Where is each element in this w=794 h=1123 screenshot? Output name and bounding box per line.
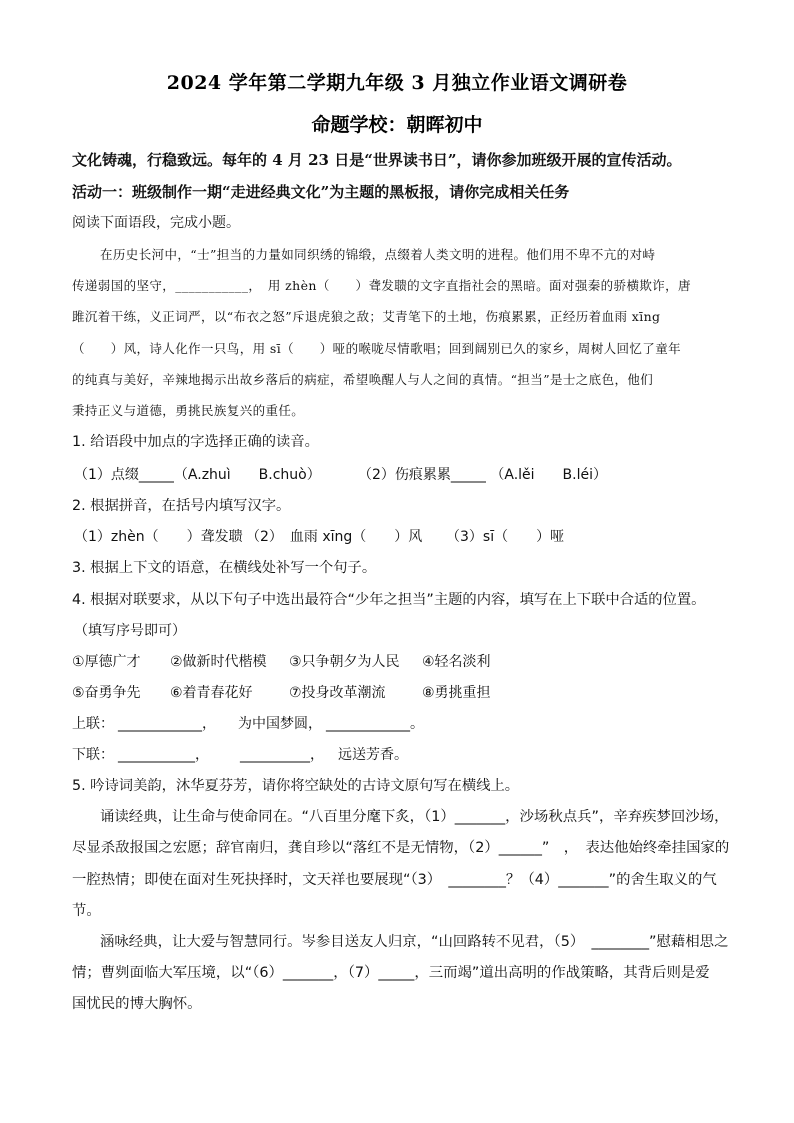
option-5: ⑤奋勇争先 bbox=[72, 685, 141, 701]
lower-couplet-text: 远送芳香。 bbox=[338, 747, 408, 763]
option-1: ①厚德广才 bbox=[72, 654, 141, 670]
question-1-part-1: （1）点缀_____（A.zhuì B.chuò） bbox=[74, 467, 321, 483]
question-1-part-2: （2）伤痕累累_____ （A.lěi B.léi） bbox=[358, 467, 607, 483]
passage-line-4: （ ）风，诗人化作一只鸟，用 sī（ ）哑的喉咙尽情歌唱；回到阔别已久的家乡，周树人回忆了童年 bbox=[72, 341, 681, 356]
question-3-stem: 3. 根据上下文的语意，在横线处补写一个句子。 bbox=[72, 560, 377, 576]
reading-instruction: 阅读下面语段，完成小题。 bbox=[72, 215, 240, 231]
passage-line-6: 秉持正义与道德，勇挑民族复兴的重任。 bbox=[72, 403, 305, 418]
page-title: 2024 学年第二学期九年级 3 月独立作业语文调研卷 bbox=[166, 72, 628, 94]
option-3: ③只争朝夕为人民 bbox=[289, 654, 400, 670]
upper-couplet-text: 为中国梦圆， bbox=[238, 716, 322, 732]
question-5-para-1-line-3: 一腔热情；即使在面对生死抉择时，文天祥也要展现“（3） ________？（4）_______”的舍生取义的气 bbox=[72, 872, 717, 888]
question-2-part-1: （1）zhèn（ ）聋发聩 bbox=[74, 529, 243, 545]
lower-couplet-label: 下联： bbox=[72, 747, 114, 763]
question-2-part-2: （2） 血雨 xīng（ ）风 bbox=[246, 529, 423, 545]
question-5-stem: 5. 吟诗词美韵，沐华夏芬芳，请你将空缺处的古诗文原句写在横线上。 bbox=[72, 778, 520, 794]
option-6: ⑥着青春花好 bbox=[170, 685, 253, 701]
question-4-note: （填写序号即可） bbox=[74, 623, 186, 639]
upper-couplet-blank-2: ____________。 bbox=[326, 716, 424, 732]
passage-line-5: 的纯真与美好，辛辣地揭示出故乡落后的病症，希望唤醒人与人之间的真情。“担当”是士之底色，他们 bbox=[72, 372, 654, 387]
question-5-para-2-line-3: 国忧民的博大胸怀。 bbox=[72, 996, 202, 1012]
question-5-para-1-line-1: 诵读经典，让生命与使命同在。“八百里分麾下炙，（1）_______，沙场秋点兵”，辛弃疾梦回沙场， bbox=[100, 809, 729, 825]
question-5-para-2-line-2: 情；曹刿面临大军压境，以“（6）_______，（7）_____，三而竭”道出高明的作战策略，其背后则是爱 bbox=[72, 965, 710, 981]
school-title: 命题学校：朝晖初中 bbox=[311, 114, 483, 136]
passage-line-1: 在历史长河中，“士”担当的力量如同织绣的锦缎，点缀着人类文明的进程。他们用不卑不亢的对峙 bbox=[100, 247, 656, 262]
question-5-para-1-line-2: 尽显杀敌报国之宏愿；辞官南归，龚自珍以“落红不是无情物，（2）______” ， 表达他始终牵挂国家的 bbox=[72, 840, 730, 856]
upper-couplet-label: 上联： bbox=[72, 716, 114, 732]
question-2-part-3: （3）sī（ ）哑 bbox=[446, 529, 565, 545]
option-4: ④轻名淡利 bbox=[422, 654, 491, 670]
lower-couplet-blank-1: ___________， bbox=[118, 747, 209, 763]
lower-couplet-blank-2: __________， bbox=[240, 747, 324, 763]
question-5-para-2-line-1: 涵咏经典，让大爱与智慧同行。岑参目送友人归京，“山回路转不见君，（5） ________”慰藉相思之 bbox=[100, 934, 729, 950]
question-1-stem: 1. 给语段中加点的字选择正确的读音。 bbox=[72, 434, 319, 450]
activity-heading: 活动一：班级制作一期“走进经典文化”为主题的黑板报，请你完成相关任务 bbox=[72, 183, 570, 201]
intro-line-1: 文化铸魂，行稳致远。每年的 4 月 23 日是“世界读书日”，请你参加班级开展的宣传活动。 bbox=[72, 151, 682, 169]
upper-couplet-blank-1: ____________， bbox=[118, 716, 216, 732]
question-5-para-1-line-4: 节。 bbox=[72, 903, 101, 919]
question-4-stem: 4. 根据对联要求，从以下句子中选出最符合“少年之担当”主题的内容，填写在上下联中合适的位置。 bbox=[72, 592, 706, 608]
option-8: ⑧勇挑重担 bbox=[422, 685, 491, 701]
option-2: ②做新时代楷模 bbox=[170, 654, 267, 670]
question-2-stem: 2. 根据拼音，在括号内填写汉字。 bbox=[72, 498, 291, 514]
option-7: ⑦投身改革潮流 bbox=[289, 685, 386, 701]
passage-line-2: 传递弱国的坚守，___________， 用 zhèn（ ）聋发聩的文字直指社会的黑暗。面对强秦的骄横欺诈，唐 bbox=[72, 278, 691, 293]
passage-line-3: 雎沉着干练，义正词严，以“布衣之怒”斥退虎狼之敌；艾青笔下的土地，伤痕累累，正经历着血雨 xīng bbox=[72, 309, 661, 324]
